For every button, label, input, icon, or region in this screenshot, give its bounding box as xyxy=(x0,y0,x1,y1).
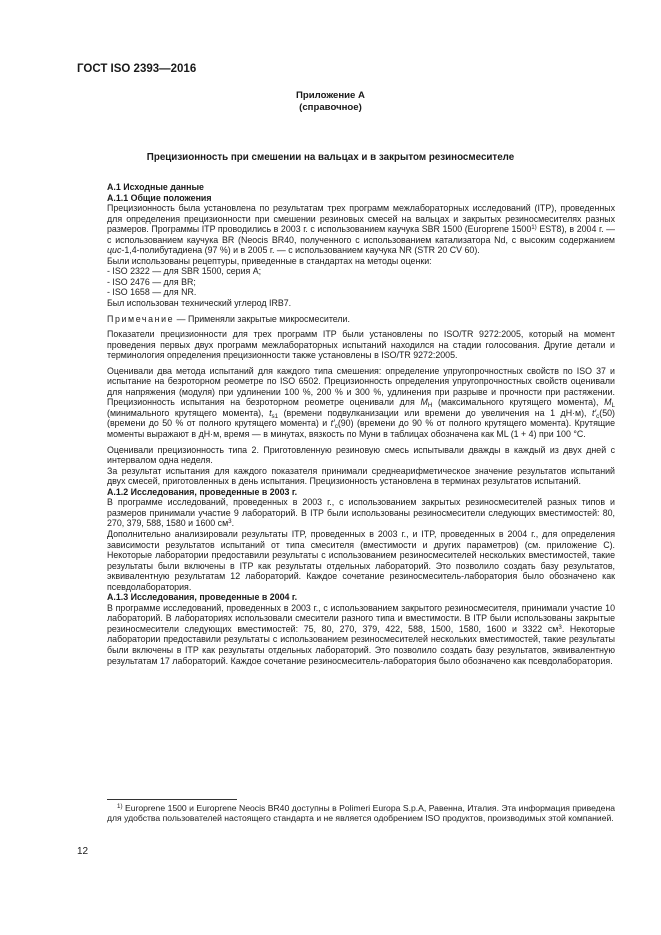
text-span: EST8), в 2004 г. — с использованием каучука BR (Neocis BR40, полученного с использованием катализатора Nd, с высоким содержанием xyxy=(107,224,615,245)
symbol-tc50: t′ xyxy=(592,407,597,418)
list-item: - ISO 2322 — для SBR 1500, серия А; xyxy=(107,266,262,277)
note-label: Примечание xyxy=(107,313,175,324)
paragraph-2003-analysis: Дополнительно анализировали результаты ITP, проведенных в 2003 г., и ITP, проведенных в 2004 г., для определения зависимости результатов испытаний от типа смесителя (вместимости и других параметров) (см. приложение С). Некоторые лаборатории предоставили результаты с использованием резиносмесителей нескольких вместимостей, такие результаты были включены в ITP как результаты отдельных лабораторий. Это позволило создать базу результатов, эквивалентную результатам 12 лабораторий. Каждое сочетание резиносмеситель-лаборатория было обозначено как псевдолаборатория. xyxy=(107,528,615,592)
superscript: 3 xyxy=(558,623,562,631)
text-span: -1,4-полибутадиена (97 %) и в 2005 г. — с использованием каучука NR (STR 20 CV 60). xyxy=(121,245,480,256)
paragraph-result: За результат испытания для каждого показателя принимали среднеарифметическое значение результатов испытаний двух смесей, приготовленных в день испытания. Прецизионность установлена в терминах результатов испытаний. xyxy=(107,465,615,487)
symbol-ml: M xyxy=(604,397,612,408)
symbol-subscript: c xyxy=(334,423,338,431)
symbol-mh: M xyxy=(420,397,428,408)
text-span: (90) (времени до 90 % от полного крутящего момента). Крутящие моменты выражают в дН·м, время — в минутах, вязкость по Муни в таблицах обозначена как ML (1 + 4) при 100 °C. xyxy=(107,418,616,440)
symbol-subscript: s1 xyxy=(271,412,279,420)
list-item: - ISO 1658 — для NR. xyxy=(107,287,197,298)
text-span: . Некоторые лаборатории предоставили результаты с использованием резиносмесителей нескольких вместимостей, такие результаты были включены в ITP как результаты отдельных лабораторий. Это позволило создать базу результатов, эквивалентную результатам 17 лабораторий. Каждое сочетание резиносмеситель-лаборатория было обозначено как псевдолаборатория. xyxy=(107,623,615,666)
footnote-text xyxy=(107,803,615,824)
paragraph-itp-intro xyxy=(107,203,615,256)
text-span: . xyxy=(231,518,235,529)
text-span: Прецизионность была установлена по результатам трех программ межлабораторных исследований (ITP), проведенных для определения прецизионности при смешении резиновых смесей на вальцах и закрытых резиносмесителях разных размеров. Программы ITP проводились в 2003 г. с использованием каучука SBR 1500 (Europrene 1500 xyxy=(107,203,615,235)
superscript: 3 xyxy=(228,518,232,526)
paragraph-2004-program xyxy=(107,603,615,666)
paragraph-2003-program xyxy=(107,497,615,529)
standard-header: ГОСТ ISO 2393—2016 xyxy=(77,63,197,75)
paragraph-test-methods xyxy=(107,366,615,440)
symbol-ts1: t xyxy=(269,407,272,418)
document-body xyxy=(107,182,615,666)
symbol-subscript: L xyxy=(611,402,615,410)
footnote-reference: 1) xyxy=(531,224,537,232)
text-span: В программе исследований, проведенных в 2003 г., с использованием закрытых резиносмесителей разных типов и размеров принимали участие 9 лабораторий. В ITP были использованы резиносмесители следующих вместимостей: 80, 270, 379, 588, 1580 и 1600 см xyxy=(107,497,615,529)
text-span: В программе исследований, проведенных в 2003 г., с использованием закрытого резиносмесителя, принимали участие 10 лабораторий. В лабораториях использовали смесители разного типа и вместимости. В ITP были использованы закрытые резиносмесители следующих вместимостей: 75, 80, 270, 379, 422, 588, 1500, 1580, 1600 и 3322 см xyxy=(107,602,615,634)
symbol-subscript: c xyxy=(596,412,600,420)
paragraph-precision: Показатели прецизионности для трех программ ITP были установлены по ISO/TR 9272:2005, который на момент проведения первых двух программ межлабораторных испытаний находился на стадии голосования. Другие детали и терминология определения прецизионности также установлены в ISO/TR 9272:2005. xyxy=(107,329,615,361)
text-span: (50) (времени до 50 % от полного крутящего момента) и xyxy=(107,407,615,429)
text-span: (времени подвулканизации или времени до увеличения на 1 дН·м), xyxy=(278,407,593,418)
annex-title: Приложение А xyxy=(296,90,365,101)
paragraph-type2: Оценивали прецизионность типа 2. Приготовленную резиновую смесь испытывали дважды в каждый из двух дней с интервалом одна неделя. xyxy=(107,444,615,466)
text-span: Оценивали два метода испытаний для каждого типа смешения: определение упругопрочностных свойств по ISO 37 и испытание на безроторном реометре по ISO 6502. Прецизионность определения упругопрочностных свойств оценивали для напряжения (модуля) при удлинении 100 %, 200 % и 300 %, удлинения при разрыве и прочности при растяжении. Прецизионность испытания на безроторном реометре оценивали для xyxy=(107,365,615,408)
symbol-tc90: t′ xyxy=(330,418,335,429)
text-span: (максимального крутящего момента), xyxy=(432,397,605,408)
document-title: Прецизионность при смешении на вальцах и в закрытом резиносмесителе xyxy=(146,152,515,163)
note-text: — Применяли закрытые микросмесители. xyxy=(174,313,350,324)
paragraph-carbon-black: Был использован технический углерод IRB7. xyxy=(107,298,292,309)
paragraph-recipes-intro: Были использованы рецептуры, приведенные в стандартах на методы оценки: xyxy=(107,255,432,266)
footnote-marker: 1) xyxy=(117,803,123,810)
section-heading-a1: А.1 Исходные данные xyxy=(107,182,204,192)
annex-subtitle: (справочное) xyxy=(299,102,362,113)
footnote-divider xyxy=(107,799,237,800)
list-item: - ISO 2476 — для BR; xyxy=(107,276,196,287)
footnote xyxy=(107,803,615,824)
page-number: 12 xyxy=(77,846,89,857)
note xyxy=(107,314,615,325)
symbol-subscript: H xyxy=(427,402,433,410)
section-heading-a13: А.1.3 Исследования, проведенные в 2004 г. xyxy=(107,592,298,603)
section-heading-a11: А.1.1 Общие положения xyxy=(107,192,212,203)
section-heading-a12: А.1.2 Исследования, проведенные в 2003 г. xyxy=(107,486,298,497)
text-span: Europrene 1500 и Europrene Neocis BR40 доступны в Polimeri Europa S.p.A, Равенна, Италия. Эта информация приведена для удобства пользователей настоящего стандарта и не является одобрением ISO продуктов, производимых этой компанией. xyxy=(107,803,615,824)
text-span: (минимального крутящего момента), xyxy=(107,407,270,418)
text-italic: цис xyxy=(107,245,122,256)
